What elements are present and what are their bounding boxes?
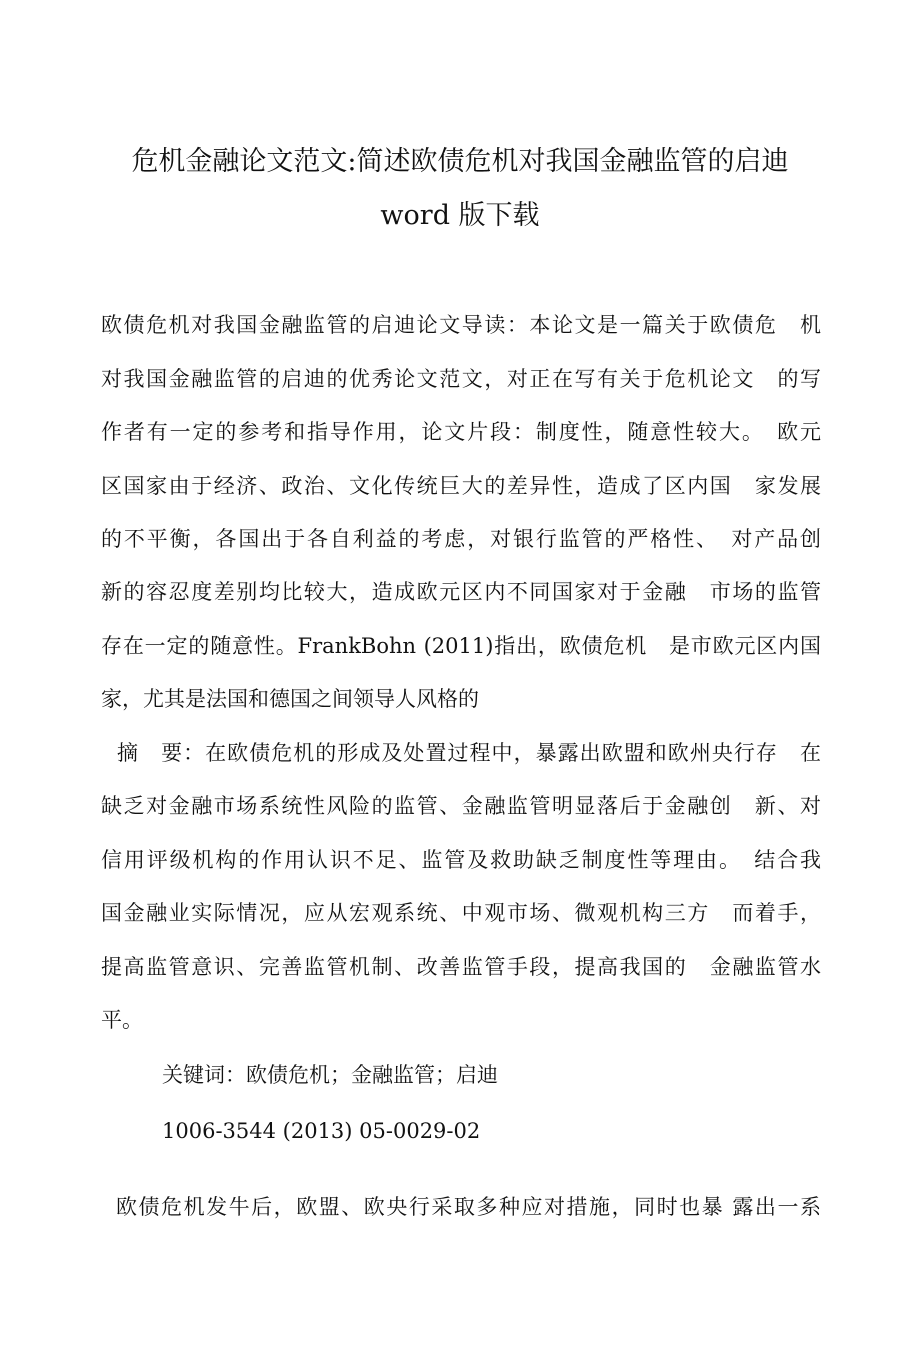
classification-number: 1006-3544 (2013) 05-0029-02 bbox=[162, 1119, 481, 1143]
abstract-line: 摘 要：在欧债危机的形成及处置过程中，暴露出欧盟和欧州央行存 在 bbox=[117, 741, 821, 765]
intro-line: 对我国金融监管的启迪的优秀论文范文，对正在写有关于危机论文 的写 bbox=[101, 367, 821, 391]
intro-line: 存在一定的随意性。FrankBohn (2011)指出，欧债危机 是市欧元区内国 bbox=[101, 634, 821, 658]
abstract-line: 提高监管意识、完善监管机制、改善监管手段，提高我国的 金融监管水 bbox=[101, 955, 821, 979]
intro-line: 区国家由于经济、政治、文化传统巨大的差异性，造成了区内国 家发展 bbox=[101, 474, 821, 498]
intro-line: 欧债危机对我国金融监管的启迪论文导读：本论文是一篇关于欧债危 机 bbox=[101, 313, 821, 337]
keywords: 关键词：欧债危机；金融监管；启迪 bbox=[162, 1063, 498, 1087]
abstract-line: 缺乏对金融市场系统性风险的监管、金融监管明显落后于金融创 新、对 bbox=[101, 794, 821, 818]
intro-line: 的不平衡，各国出于各自利益的考虑，对银行监管的严格性、 对产品创 bbox=[101, 527, 821, 551]
intro-line: 作者有一定的参考和指导作用，论文片段：制度性，随意性较大。 欧元 bbox=[101, 420, 821, 444]
title-line-2: word 版下载 bbox=[380, 200, 540, 231]
abstract-line: 国金融业实际情况，应从宏观系统、中观市场、微观机构三方 而着手， bbox=[101, 901, 821, 925]
body-paragraph-line: 欧债危机发牛后，欧盟、欧央行采取多种应对措施，同时也暴 露出一系 bbox=[116, 1195, 821, 1219]
abstract-line: 平。 bbox=[101, 1008, 143, 1032]
document-title bbox=[100, 135, 820, 243]
title-line-1: 危机金融论文范文:简述欧债危机对我国金融监管的启迪 bbox=[131, 146, 789, 177]
intro-line: 家，尤其是法国和德国之间领导人风格的 bbox=[101, 687, 479, 711]
abstract-line: 信用评级机构的作用认识不足、监管及救助缺乏制度性等理由。 结合我 bbox=[101, 848, 821, 872]
intro-line: 新的容忍度差别均比较大，造成欧元区内不同国家对于金融 市场的监管 bbox=[101, 580, 821, 604]
